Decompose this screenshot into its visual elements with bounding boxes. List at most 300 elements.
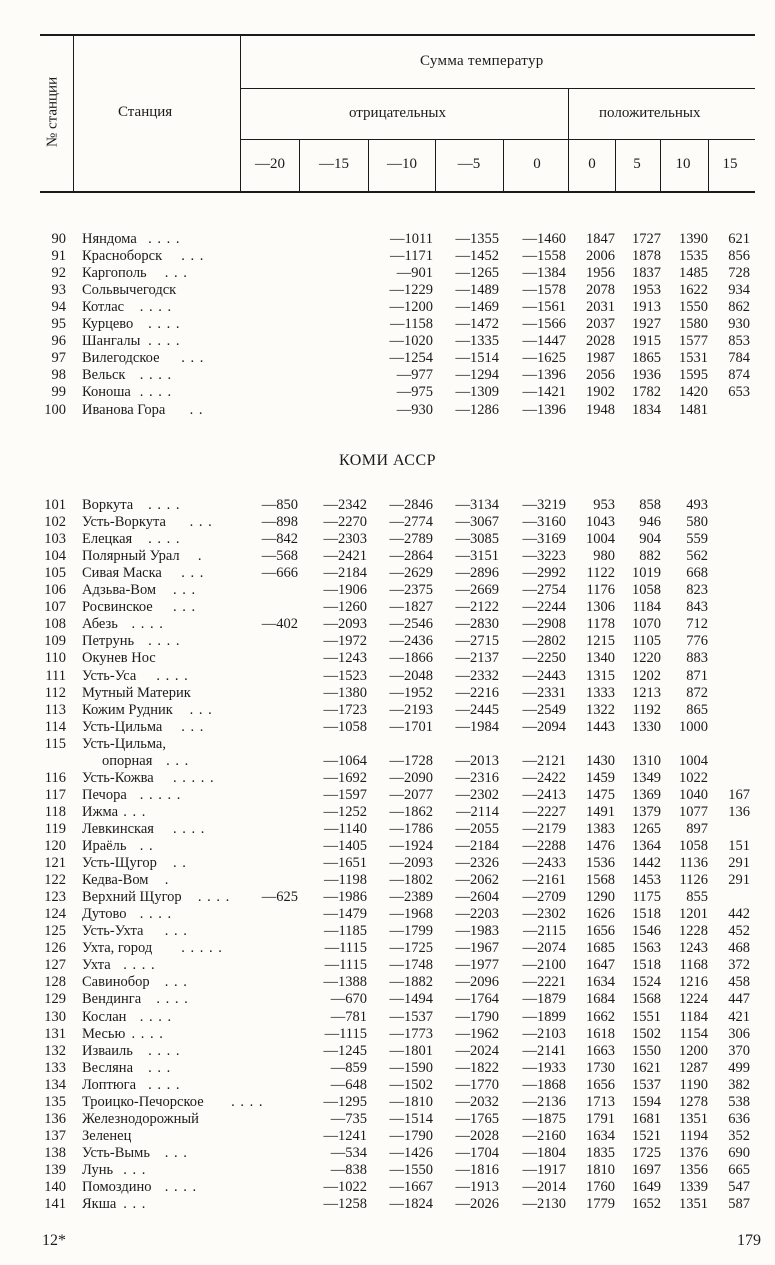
value-positive: 1315	[586, 667, 615, 684]
value-positive: 1956	[586, 265, 615, 282]
value-negative: —2184	[455, 838, 499, 854]
value-positive: 2028	[586, 333, 615, 350]
value-positive: 1652	[632, 1196, 661, 1213]
table-row	[0, 582, 775, 599]
value-negative: —975	[396, 384, 433, 401]
threshold-label: —15	[319, 156, 349, 172]
station-number: 108	[44, 616, 66, 633]
value-positive: 1265	[632, 820, 661, 837]
value-positive: 862	[728, 299, 750, 316]
station-number: 131	[44, 1025, 66, 1042]
leader-dots: . . .	[181, 718, 205, 735]
station-name: Ухта	[82, 957, 111, 974]
value-positive: 1420	[679, 384, 708, 401]
table-row	[0, 514, 775, 531]
station-name: Няндома	[82, 231, 137, 247]
value-negative: —781	[330, 1008, 367, 1025]
value-positive: 372	[728, 957, 750, 974]
value-negative: —2048	[389, 667, 433, 684]
value-positive: 1340	[586, 650, 615, 667]
table-row	[0, 333, 775, 350]
value-negative: —2316	[455, 769, 499, 786]
value-positive: 897	[686, 820, 708, 837]
value-negative: —1765	[455, 1110, 499, 1127]
value-positive: 1459	[586, 769, 615, 786]
value-positive: 1551	[632, 1008, 661, 1025]
value-positive: 1810	[586, 1161, 615, 1178]
value-positive: 621	[728, 231, 750, 247]
table-row	[0, 633, 775, 650]
value-negative: —2549	[522, 701, 566, 718]
station-number: 95	[51, 316, 66, 333]
station-number: 133	[44, 1059, 66, 1076]
table-row	[0, 231, 775, 248]
table-row	[0, 265, 775, 282]
value-negative: —1115	[324, 957, 367, 974]
value-positive: 2031	[586, 299, 615, 316]
station-name: Левкинская	[82, 820, 154, 837]
value-positive: 1502	[632, 1025, 661, 1042]
value-positive: 1004	[586, 531, 615, 548]
value-positive: 1058	[632, 582, 661, 599]
leader-dots: . .	[139, 838, 154, 854]
station-number: 114	[44, 718, 66, 735]
value-negative: —2121	[522, 752, 566, 769]
value-negative: —1447	[522, 333, 566, 350]
value-negative: —1824	[389, 1196, 433, 1213]
value-negative: —1384	[522, 265, 566, 282]
value-negative: —1550	[389, 1161, 433, 1178]
value-positive: 1224	[679, 991, 708, 1008]
leader-dots: . . .	[164, 265, 188, 282]
value-positive: 1622	[679, 282, 708, 299]
value-positive: 1383	[586, 820, 615, 837]
value-negative: —2629	[389, 565, 433, 582]
station-number: 119	[44, 820, 66, 837]
value-negative: —2136	[522, 1093, 566, 1110]
value-positive: 1550	[632, 1042, 661, 1059]
value-negative: —2055	[455, 820, 499, 837]
value-negative: —2789	[389, 531, 433, 548]
value-negative: —1667	[389, 1179, 433, 1195]
value-positive: 1730	[586, 1059, 615, 1076]
value-positive: 1779	[586, 1196, 615, 1213]
value-positive: 291	[728, 855, 750, 872]
leader-dots: . . . .	[148, 1042, 181, 1059]
value-negative: —1295	[323, 1093, 367, 1110]
value-positive: 1306	[586, 599, 615, 616]
station-name: Железнодорожный	[82, 1110, 199, 1127]
value-negative: —2302	[455, 786, 499, 803]
value-positive: 167	[728, 786, 750, 803]
value-positive: 1595	[679, 367, 708, 384]
value-negative: —1862	[389, 803, 433, 820]
value-negative: —402	[261, 616, 298, 633]
table-row	[0, 497, 775, 514]
value-negative: —666	[261, 565, 298, 582]
station-number: 109	[44, 633, 66, 650]
value-negative: —2413	[522, 786, 566, 803]
page-number: 179	[737, 1232, 761, 1249]
leader-dots: . . . .	[131, 1025, 164, 1042]
value-negative: —2992	[522, 565, 566, 582]
value-negative: —1460	[522, 231, 566, 247]
value-positive: 1058	[679, 838, 708, 854]
value-negative: —2754	[522, 582, 566, 599]
value-negative: —2896	[455, 565, 499, 582]
value-negative: —3067	[455, 514, 499, 531]
value-positive: 1927	[632, 316, 661, 333]
station-name: Вендинга	[82, 991, 142, 1008]
station-name: Якша	[82, 1196, 117, 1213]
value-negative: —2160	[522, 1127, 566, 1144]
table-row	[0, 889, 775, 906]
value-positive: 1190	[679, 1076, 708, 1093]
value-positive: 1287	[679, 1059, 708, 1076]
value-negative: —1748	[389, 957, 433, 974]
value-positive: 1647	[586, 957, 615, 974]
value-positive: 1521	[632, 1127, 661, 1144]
value-negative: —1405	[323, 838, 367, 854]
value-negative: —859	[330, 1059, 367, 1076]
station-number: 103	[44, 531, 66, 548]
value-positive: 1356	[679, 1161, 708, 1178]
value-negative: —1185	[324, 923, 367, 940]
value-negative: —2130	[522, 1196, 566, 1213]
value-negative: —1986	[323, 889, 367, 906]
station-number: 110	[44, 650, 66, 667]
value-negative: —2216	[455, 684, 499, 701]
value-positive: 1040	[679, 786, 708, 803]
value-negative: —2028	[455, 1127, 499, 1144]
value-negative: —1200	[389, 299, 433, 316]
value-negative: —1875	[522, 1110, 566, 1127]
table-row	[0, 787, 775, 804]
value-negative: —2161	[522, 872, 566, 889]
value-positive: 151	[728, 838, 750, 854]
value-positive: 1194	[679, 1127, 708, 1144]
value-negative: —2013	[455, 752, 499, 769]
station-name: Петрунь	[82, 633, 135, 650]
value-positive: 1535	[679, 248, 708, 265]
value-negative: —1773	[389, 1025, 433, 1042]
value-negative: —3223	[522, 548, 566, 565]
value-positive: 1518	[632, 906, 661, 923]
leader-dots: . .	[189, 401, 204, 418]
value-positive: 291	[728, 872, 750, 889]
value-negative: —1561	[522, 299, 566, 316]
value-negative: —1968	[389, 906, 433, 923]
station-name: Усть-Кожва	[82, 769, 154, 786]
station-number: 115	[44, 735, 66, 752]
value-positive: 452	[728, 923, 750, 940]
value-negative: —1701	[389, 718, 433, 735]
threshold-label: 0	[588, 156, 596, 172]
table-row	[0, 616, 775, 633]
table-row	[0, 565, 775, 582]
value-positive: 1213	[632, 684, 661, 701]
value-positive: 865	[686, 701, 708, 718]
value-negative: —1933	[522, 1059, 566, 1076]
leader-dots: . . . .	[148, 333, 181, 350]
table-row	[0, 702, 775, 719]
value-positive: 856	[728, 248, 750, 265]
station-name: опорная	[102, 752, 153, 769]
station-number: 111	[45, 667, 66, 684]
station-number: 139	[44, 1161, 66, 1178]
value-positive: 1442	[632, 855, 661, 872]
value-positive: 1697	[632, 1161, 661, 1178]
station-number: 121	[44, 855, 66, 872]
value-positive: 547	[728, 1179, 750, 1195]
value-negative: —1977	[455, 957, 499, 974]
table-row	[0, 248, 775, 265]
threshold-label: 10	[675, 156, 691, 172]
leader-dots: . . . .	[139, 1008, 173, 1025]
leader-dots: . . . .	[139, 367, 173, 384]
leader-dots: .	[197, 548, 203, 565]
value-negative: —534	[330, 1144, 367, 1161]
table-row	[0, 753, 775, 770]
value-negative: —2014	[522, 1179, 566, 1195]
value-negative: —1868	[522, 1076, 566, 1093]
value-positive: 1681	[632, 1110, 661, 1127]
value-negative: —1523	[323, 667, 367, 684]
value-negative: —1984	[455, 718, 499, 735]
value-positive: 1376	[679, 1144, 708, 1161]
value-positive: 1379	[632, 803, 661, 820]
value-positive: 1621	[632, 1059, 661, 1076]
value-negative: —1924	[389, 838, 433, 854]
value-negative: —1816	[455, 1161, 499, 1178]
value-positive: 1685	[586, 940, 615, 957]
value-positive: 1663	[586, 1042, 615, 1059]
station-name: Лоптюга	[82, 1076, 137, 1093]
station-name: Красноборск	[82, 248, 163, 265]
table-row	[0, 940, 775, 957]
leader-dots: . . .	[164, 923, 188, 940]
value-negative: —3085	[455, 531, 499, 548]
column-header-positive: положительных	[599, 105, 701, 121]
value-negative: —1011	[390, 231, 433, 247]
station-name: Верхний Щугор	[82, 889, 182, 906]
value-negative: —2802	[522, 633, 566, 650]
value-positive: 468	[728, 940, 750, 957]
station-number: 93	[51, 282, 66, 299]
value-negative: —1799	[389, 923, 433, 940]
station-name: Вельск	[82, 367, 126, 384]
value-positive: 559	[686, 531, 708, 548]
value-positive: 1537	[632, 1076, 661, 1093]
value-positive: 1936	[632, 367, 661, 384]
value-positive: 1390	[679, 231, 708, 247]
value-positive: 2078	[586, 282, 615, 299]
value-negative: —1171	[390, 248, 433, 265]
value-positive: 1369	[632, 786, 661, 803]
station-number: 112	[44, 684, 66, 701]
value-positive: 1834	[632, 401, 661, 418]
value-negative: —2115	[523, 923, 566, 940]
table-row	[0, 804, 775, 821]
station-name: Росвинское	[82, 599, 153, 616]
station-number: 98	[51, 367, 66, 384]
value-positive: 1043	[586, 514, 615, 531]
value-positive: 1476	[586, 838, 615, 854]
station-number: 101	[44, 497, 66, 513]
value-positive: 1178	[586, 616, 615, 633]
value-positive: 1634	[586, 974, 615, 991]
station-name: Печора	[82, 786, 127, 803]
value-negative: —2103	[522, 1025, 566, 1042]
column-header-station: Станция	[118, 104, 173, 120]
section-title: КОМИ АССР	[338, 452, 437, 469]
table-row	[0, 1060, 775, 1077]
station-number: 100	[44, 401, 66, 418]
leader-dots: . . .	[164, 974, 188, 991]
header-divider	[73, 36, 74, 192]
table-row	[0, 1009, 775, 1026]
leader-dots: . . . .	[164, 1179, 198, 1195]
leader-dots: . . .	[123, 1161, 147, 1178]
leader-dots: . . . .	[231, 1093, 264, 1110]
station-name: Воркута	[82, 497, 134, 513]
leader-dots: . . .	[148, 1059, 172, 1076]
value-negative: —2122	[455, 599, 499, 616]
value-positive: 1563	[632, 940, 661, 957]
leader-dots: . . . .	[173, 820, 206, 837]
leader-dots: . . .	[181, 350, 205, 367]
value-negative: —2221	[522, 974, 566, 991]
value-negative: —1452	[455, 248, 499, 265]
value-positive: 1531	[679, 350, 708, 367]
station-number: 122	[44, 872, 66, 889]
value-positive: 930	[728, 316, 750, 333]
leader-dots: . . . .	[148, 497, 181, 513]
station-name: Усть-Уса	[82, 667, 137, 684]
value-positive: 1220	[632, 650, 661, 667]
station-name: Окунев Нос	[82, 650, 156, 667]
value-positive: 855	[686, 889, 708, 906]
value-negative: —1882	[389, 974, 433, 991]
value-negative: —2288	[522, 838, 566, 854]
station-number: 102	[44, 514, 66, 531]
value-positive: 1782	[632, 384, 661, 401]
leader-dots: . . . .	[148, 531, 181, 548]
value-positive: 1019	[632, 565, 661, 582]
value-negative: —1790	[455, 1008, 499, 1025]
table-row	[0, 282, 775, 299]
station-number: 106	[44, 582, 66, 599]
value-negative: —1514	[455, 350, 499, 367]
value-positive: 904	[639, 531, 661, 548]
value-positive: 1330	[632, 718, 661, 735]
value-positive: 1649	[632, 1179, 661, 1195]
value-positive: 352	[728, 1127, 750, 1144]
value-negative: —2604	[455, 889, 499, 906]
station-number: 134	[44, 1076, 66, 1093]
value-negative: —2100	[522, 957, 566, 974]
station-name: Ижма	[82, 803, 119, 820]
value-positive: 587	[728, 1196, 750, 1213]
value-negative: —1286	[455, 401, 499, 418]
table-row	[0, 1111, 775, 1128]
header-divider	[435, 140, 436, 192]
value-positive: 1594	[632, 1093, 661, 1110]
leader-dots: . . .	[123, 1196, 147, 1213]
value-positive: 2037	[586, 316, 615, 333]
value-negative: —1388	[323, 974, 367, 991]
value-negative: —1967	[455, 940, 499, 957]
value-negative: —1514	[389, 1110, 433, 1127]
leader-dots: . . . . .	[139, 786, 182, 803]
value-positive: 1550	[679, 299, 708, 316]
header-divider	[240, 36, 241, 192]
value-negative: —1578	[522, 282, 566, 299]
header-top-rule	[40, 34, 755, 36]
value-positive: 1215	[586, 633, 615, 650]
value-negative: —842	[261, 531, 298, 548]
threshold-label: —20	[255, 156, 285, 172]
value-negative: —1770	[455, 1076, 499, 1093]
value-negative: —2141	[522, 1042, 566, 1059]
value-negative: —2090	[389, 769, 433, 786]
value-positive: 1154	[679, 1025, 708, 1042]
station-name: Троицко-Печорское	[82, 1093, 204, 1110]
value-negative: —1254	[389, 350, 433, 367]
table-row	[0, 872, 775, 889]
leader-dots: . . . .	[139, 384, 173, 401]
value-negative: —1913	[455, 1179, 499, 1195]
value-negative: —2846	[389, 497, 433, 513]
value-positive: 1491	[586, 803, 615, 820]
station-number: 94	[51, 299, 66, 316]
value-positive: 1278	[679, 1093, 708, 1110]
value-positive: 776	[686, 633, 708, 650]
table-row	[0, 350, 775, 367]
value-negative: —1597	[323, 786, 367, 803]
value-negative: —1309	[455, 384, 499, 401]
value-negative: —1590	[389, 1059, 433, 1076]
value-negative: —2864	[389, 548, 433, 565]
value-positive: 580	[686, 514, 708, 531]
threshold-label: —10	[387, 156, 417, 172]
value-positive: 538	[728, 1093, 750, 1110]
value-negative: —2436	[389, 633, 433, 650]
leader-dots: . . .	[164, 1144, 188, 1161]
value-positive: 1713	[586, 1093, 615, 1110]
value-positive: 1004	[679, 752, 708, 769]
station-name: Котлас	[82, 299, 125, 316]
value-negative: —1827	[389, 599, 433, 616]
table-row	[0, 650, 775, 667]
leader-dots: . . .	[123, 803, 147, 820]
value-positive: 1634	[586, 1127, 615, 1144]
value-negative: —3219	[522, 497, 566, 513]
value-positive: 823	[686, 582, 708, 599]
value-negative: —1952	[389, 684, 433, 701]
value-negative: —1651	[323, 855, 367, 872]
value-positive: 1518	[632, 957, 661, 974]
value-negative: —2546	[389, 616, 433, 633]
value-negative: —1704	[455, 1144, 499, 1161]
station-name: Иванова Гора	[82, 401, 166, 418]
header-divider	[615, 140, 616, 192]
station-number: 120	[44, 838, 66, 854]
station-number: 135	[44, 1093, 66, 1110]
value-positive: 370	[728, 1042, 750, 1059]
station-name: Помоздино	[82, 1179, 152, 1195]
value-negative: —2375	[389, 582, 433, 599]
